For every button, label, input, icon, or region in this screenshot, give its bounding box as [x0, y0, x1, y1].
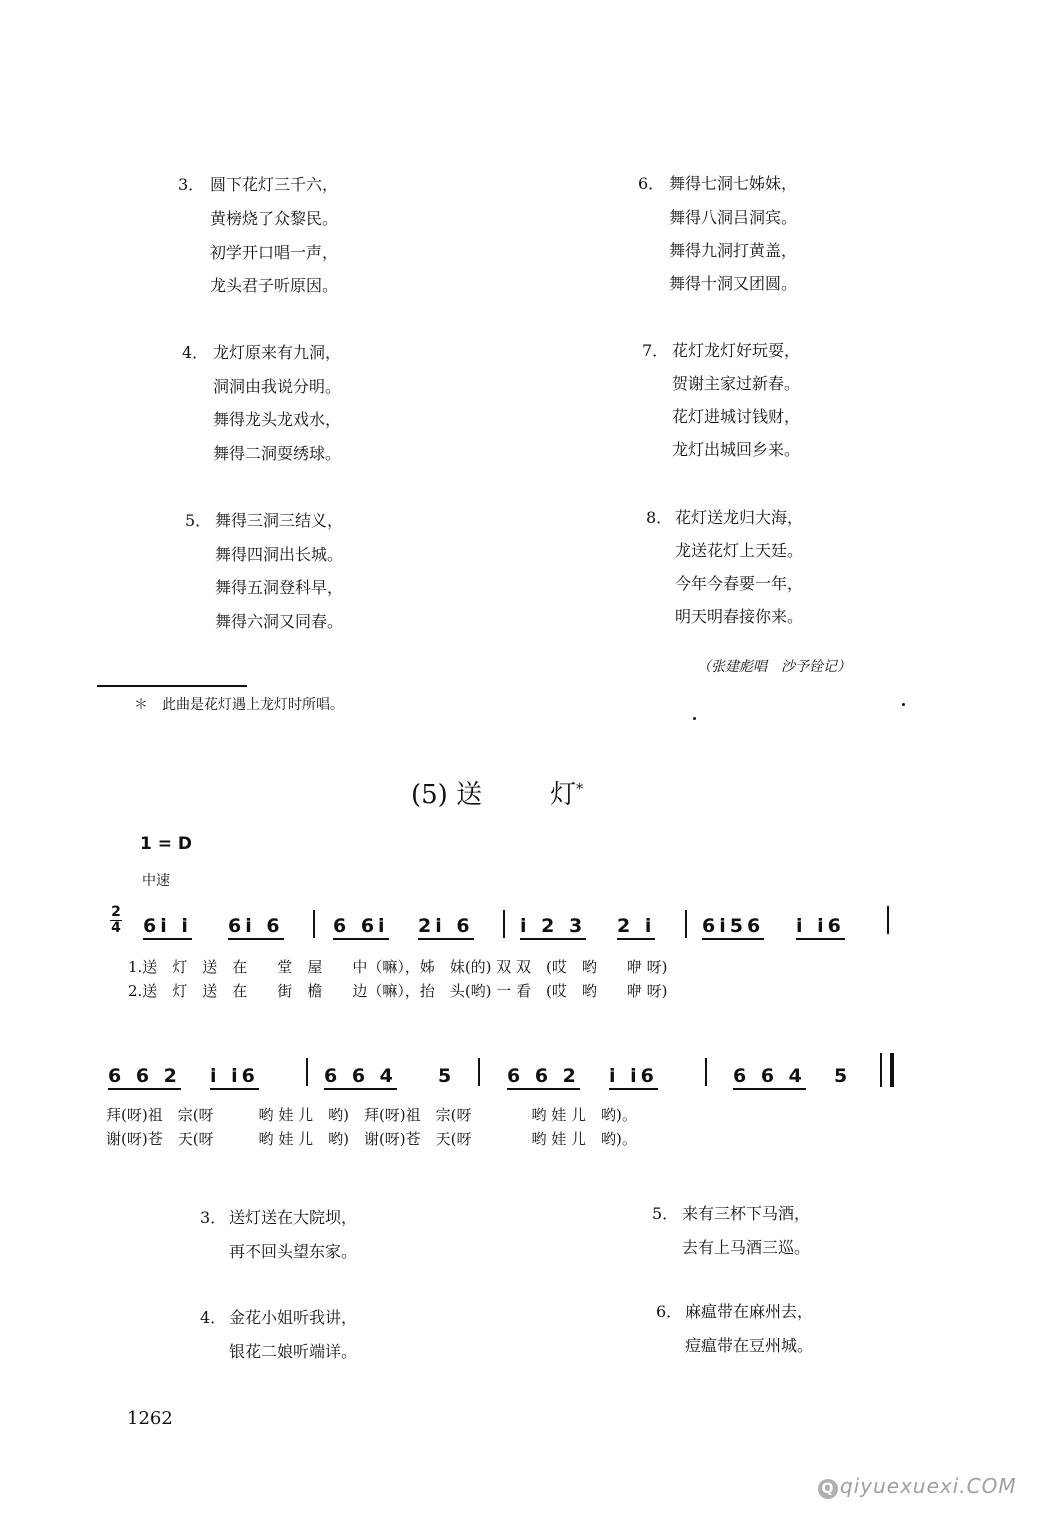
barline [887, 906, 889, 934]
time-signature-bottom: 4 [111, 920, 121, 936]
barline [478, 1058, 480, 1086]
bottom-verse-3-line-2: 再不回头望东家。 [229, 1242, 358, 1261]
verse-3-line-1: 圆下花灯三千六， [210, 175, 339, 194]
verse-8-number: 8． [646, 508, 673, 527]
note-group: 6i56 [702, 915, 764, 940]
verse-5-line-3: 舞得五洞登科早， [215, 578, 344, 597]
verse-3-number: 3． [178, 175, 205, 194]
note-group: 6 6 4 [324, 1065, 397, 1090]
note-group: 2 i [617, 915, 655, 940]
verse-5-number: 5． [185, 511, 212, 530]
verse-7-line-1: 花灯龙灯好玩耍， [672, 341, 801, 360]
note-group: 6 6 2 [108, 1065, 181, 1090]
speck [693, 717, 696, 720]
bottom-verse-5-line-2: 去有上马酒三巡。 [682, 1238, 811, 1257]
barline [685, 910, 687, 938]
page-number: 1262 [127, 1408, 173, 1429]
note-group: 5 [438, 1065, 456, 1087]
verse-7-line-3: 花灯进城讨钱财， [672, 407, 801, 426]
site-watermark [818, 1474, 1017, 1499]
verse-5-line-4: 舞得六洞又同春。 [215, 612, 344, 631]
lyrics-verse-1-row-2: 拜(呀)祖 宗(呀 哟 娃 儿 哟) 拜(呀)祖 宗(呀 哟 娃 儿 哟)。 [106, 1106, 637, 1124]
verse-3-line-4: 龙头君子听原因。 [210, 276, 339, 295]
verse-8-line-2: 龙送花灯上天廷。 [675, 541, 804, 560]
watermark-logo-icon: Q [818, 1479, 838, 1499]
verse-6-line-2: 舞得八洞吕洞宾。 [669, 208, 798, 227]
barline [705, 1058, 707, 1086]
bottom-verse-3-line-1: 送灯送在大院坝， [229, 1208, 358, 1227]
footnote-divider [97, 685, 247, 687]
verse-8-line-3: 今年今春要一年， [675, 574, 804, 593]
verse-4-line-4: 舞得二洞耍绣球。 [213, 444, 342, 463]
note-group: i 2 3 [520, 915, 586, 940]
verse-8-line-1: 花灯送龙归大海， [675, 508, 804, 527]
song-title [411, 774, 583, 811]
song-title-right: 灯 [550, 780, 577, 810]
note-group: i i6 [796, 915, 845, 940]
watermark-text: qiyuexuexi.COM [840, 1474, 1017, 1498]
verse-8-line-4: 明天明春接你来。 [675, 607, 804, 626]
time-signature-top: 2 [111, 904, 121, 920]
song-title-left: (5) 送 [411, 780, 483, 810]
time-signature [110, 906, 122, 935]
note-group: 6 6i [333, 915, 389, 940]
note-group: 5 [834, 1065, 852, 1087]
note-group: 6i i [143, 915, 192, 940]
speck [902, 703, 905, 706]
final-barline [880, 1053, 894, 1087]
note-group: 6 6 4 [733, 1065, 806, 1090]
verse-7-line-4: 龙灯出城回乡来。 [672, 440, 801, 459]
bottom-verse-3-number: 3． [200, 1208, 227, 1227]
lyrics-verse-2-row-1: 2.送 灯 送 在 街 檐 边（嘛），抬 头(哟) 一 看 (哎 哟 咿 呀) [128, 982, 668, 1000]
verse-7-number: 7． [642, 341, 669, 360]
lyrics-verse-1-row-1: 1.送 灯 送 在 堂 屋 中（嘛），姊 妹(的) 双 双 (哎 哟 咿 呀) [128, 958, 668, 976]
bottom-verse-6-line-2: 痘瘟带在豆州城。 [685, 1336, 814, 1355]
verse-4-line-3: 舞得龙头龙戏水， [213, 410, 342, 429]
note-group: 6i 6 [228, 915, 284, 940]
note-group: i i6 [210, 1065, 259, 1090]
barline [313, 910, 315, 938]
verse-6-number: 6． [638, 174, 665, 193]
bottom-verse-4-line-1: 金花小姐听我讲， [229, 1308, 358, 1327]
verse-5-line-2: 舞得四洞出长城。 [215, 545, 344, 564]
verse-4-line-2: 洞洞由我说分明。 [213, 377, 342, 396]
bottom-verse-6-number: 6． [656, 1302, 683, 1321]
bottom-verse-5-line-1: 来有三杯下马酒， [682, 1204, 811, 1223]
singer-credit: （张建彪唱 沙予铨记） [697, 659, 851, 675]
verse-3-line-3: 初学开口唱一声， [210, 243, 339, 262]
verse-4-line-1: 龙灯原来有九洞， [213, 343, 342, 362]
verse-3-line-2: 黄榜烧了众黎民。 [210, 209, 339, 228]
bottom-verse-4-line-2: 银花二娘听端详。 [229, 1342, 358, 1361]
key-signature: 1 = D [140, 834, 193, 854]
title-footnote-mark: * [576, 781, 584, 798]
barline [306, 1058, 308, 1086]
tempo-marking: 中速 [142, 873, 170, 889]
barline [503, 910, 505, 938]
verse-6-line-4: 舞得十洞又团圆。 [669, 274, 798, 293]
bottom-verse-4-number: 4． [200, 1308, 227, 1327]
verse-6-line-3: 舞得九洞打黄盖， [669, 241, 798, 260]
verse-4-number: 4． [182, 343, 209, 362]
note-group: i i6 [609, 1065, 658, 1090]
verse-5-line-1: 舞得三洞三结义， [215, 511, 344, 530]
verse-7-line-2: 贺谢主家过新春。 [672, 374, 801, 393]
footnote: ＊ 此曲是花灯遇上龙灯时所唱。 [134, 697, 344, 713]
note-group: 6 6 2 [507, 1065, 580, 1090]
verse-6-line-1: 舞得七洞七姊妹， [669, 174, 798, 193]
bottom-verse-5-number: 5． [652, 1204, 679, 1223]
lyrics-verse-2-row-2: 谢(呀)苍 天(呀 哟 娃 儿 哟) 谢(呀)苍 天(呀 哟 娃 儿 哟)。 [106, 1130, 637, 1148]
bottom-verse-6-line-1: 麻瘟带在麻州去， [685, 1302, 814, 1321]
note-group: 2i 6 [418, 915, 474, 940]
